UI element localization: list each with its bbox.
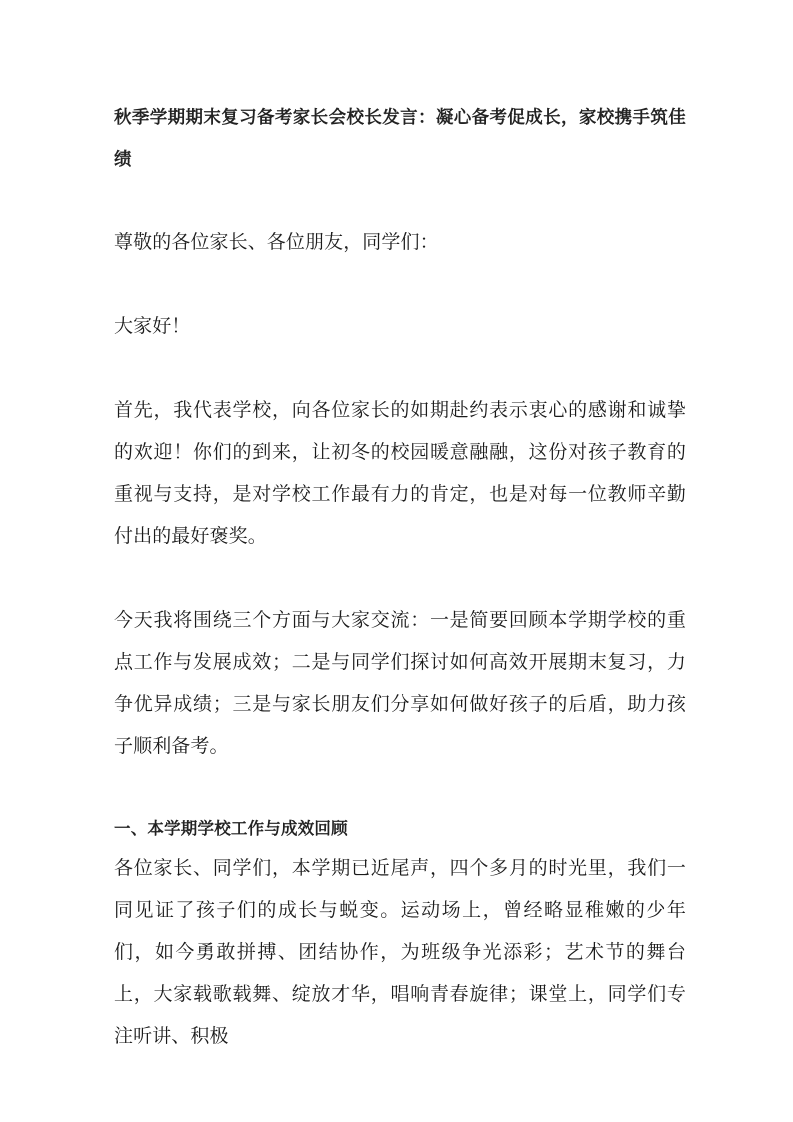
paragraph-thanks: 首先，我代表学校，向各位家长的如期赴约表示衷心的感谢和诚挚的欢迎！你们的到来，让初冬的校园暖意融融，这份对孩子教育的重视与支持，是对学校工作最有力的肯定，也是对每一位教师辛勤付出的最好褒奖。 bbox=[114, 400, 686, 547]
document-title-line-2: 筑佳绩 bbox=[114, 107, 687, 169]
greeting-line: 大家好！ bbox=[114, 316, 191, 337]
spacer-after-paragraph-2 bbox=[114, 768, 686, 810]
spacer-after-title bbox=[114, 180, 686, 222]
document-body bbox=[114, 96, 686, 1058]
document-title-line-1: 秋季学期期末复习备考家长会校长发言：凝心备考促成长，家校携手 bbox=[114, 107, 651, 127]
section-heading-1: 一、本学期学校工作与成效回顾 bbox=[114, 819, 348, 838]
spacer-after-greeting bbox=[114, 348, 686, 390]
spacer-after-salutation bbox=[114, 264, 686, 306]
document-title bbox=[114, 96, 686, 180]
salutation-line: 尊敬的各位家长、各位朋友，同学们： bbox=[114, 232, 439, 253]
spacer-after-paragraph-1 bbox=[114, 558, 686, 600]
paragraph-agenda: 今天我将围绕三个方面与大家交流：一是简要回顾本学期学校的重点工作与发展成效；二是与同学们探讨如何高效开展期末复习，力争优异成绩；三是与家长朋友们分享如何做好孩子的后盾，助力孩子顺利备考。 bbox=[114, 610, 686, 757]
paragraph-review: 各位家长、同学们，本学期已近尾声，四个多月的时光里，我们一同见证了孩子们的成长与蜕变。运动场上，曾经略显稚嫩的少年们，如今勇敢拼搏、团结协作，为班级争光添彩；艺术节的舞台上，大家载歌载舞、绽放才华，唱响青春旋律；课堂上，同学们专注听讲、积极 bbox=[114, 858, 686, 1047]
